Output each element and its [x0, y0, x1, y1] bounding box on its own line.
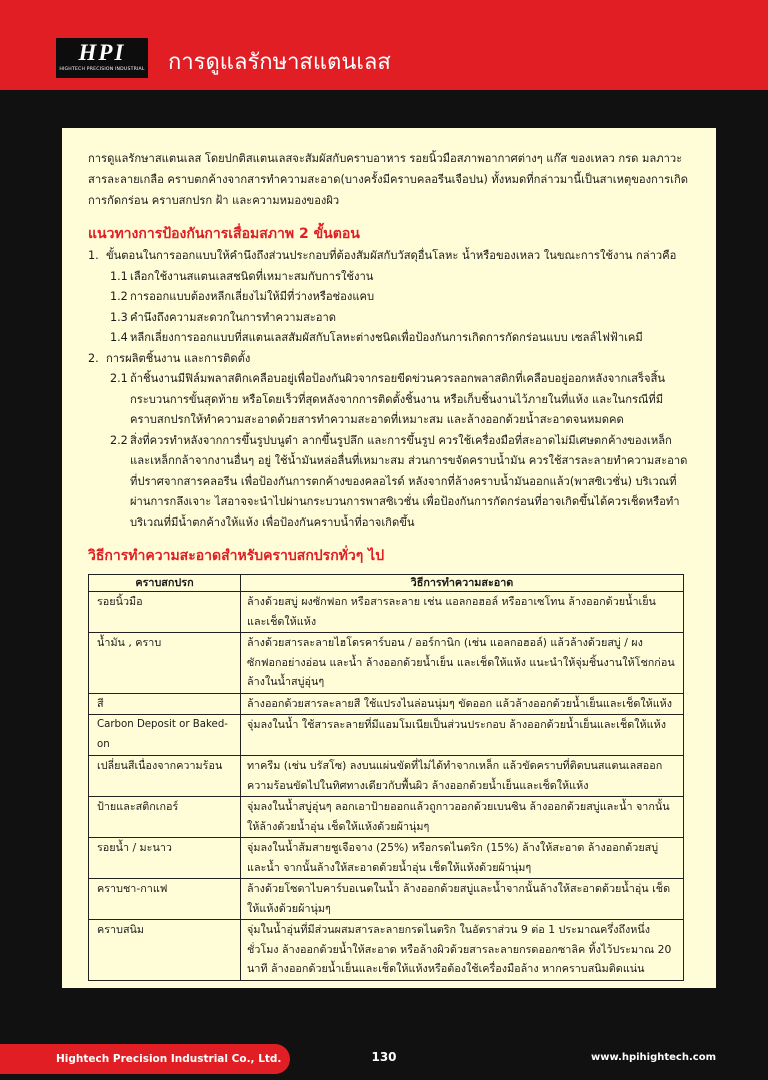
list-item — [88, 267, 688, 288]
column-header-method: วิธีการทำความสะอาด — [241, 575, 684, 592]
method-cell: จุ่มลงในน้ำส้มสายชูเจือจาง (25%) หรือกรดไนตริก (15%) ล้างให้สะอาด ล้างออกด้วยสบู่และน้ำ จากนั้นล้างให้สะอาดด้วยน้ำอุ่น เช็ดให้แห้งด้วยผ้านุ่มๆ — [241, 838, 684, 879]
table-header-row — [89, 575, 684, 592]
stain-cell: คราบสนิม — [89, 920, 241, 981]
list-number: 1.2 — [110, 290, 128, 303]
list-item — [88, 246, 688, 267]
table-row — [89, 920, 684, 981]
table-row — [89, 879, 684, 920]
list-item — [88, 349, 688, 370]
list-text: คำนึงถึงความสะดวกในการทำความสะอาด — [130, 310, 337, 324]
page-header — [0, 0, 768, 90]
footer-website: www.hpihightech.com — [590, 1052, 716, 1063]
logo-mark: HPI — [78, 40, 126, 65]
logo-subtitle: HIGHTECH PRECISION INDUSTRIAL — [59, 67, 145, 72]
list-item — [88, 369, 688, 431]
list-text: การออกแบบต้องหลีกเลี่ยงไม่ให้มีที่ว่างหรือช่องแคบ — [130, 290, 375, 303]
stain-cell: สี — [89, 693, 241, 715]
stain-cell: น้ำมัน , คราบ — [89, 633, 241, 694]
page-footer — [0, 1040, 768, 1080]
list-number: 2. — [88, 351, 99, 365]
stain-cell: Carbon Deposit or Baked-on — [89, 715, 241, 756]
table-row — [89, 715, 684, 756]
table-row — [89, 797, 684, 838]
method-cell: ล้างออกด้วยสารละลายสี ใช้แปรงไนล่อนนุ่มๆ ขัดออก แล้วล้างออกด้วยน้ำเย็นและเช็ดให้แห้ง — [241, 693, 684, 715]
page-title: การดูแลรักษาสแตนเลส — [168, 50, 391, 75]
list-item — [88, 431, 688, 534]
list-item — [88, 287, 688, 308]
method-cell: ล้างด้วยสารละลายไฮโดรคาร์บอน / ออร์กานิก (เช่น แอลกอฮอล์) แล้วล้างด้วยสบู่ / ผงซักฟอกอย่างอ่อน และน้ำ ล้างออกด้วยน้ำเย็น และเช็ดให้แห้ง แนะนำให้จุ่มชิ้นงานให้โชกก่อนล้างในน้ำสบู่อุ่นๆ — [241, 633, 684, 694]
list-number: 1.4 — [110, 331, 128, 344]
list-number: 1.3 — [110, 310, 128, 324]
company-logo — [56, 38, 148, 78]
intro-paragraph: การดูแลรักษาสแตนเลส โดยปกติสแตนเลสจะสัมผัสกับคราบอาหาร รอยนิ้วมือสภาพอากาศต่างๆ แก๊ส ของเหลว กรด มลภาวะ สารละลายเกลือ คราบตกค้างจากสารทำความสะอาด(บางครั้งมีคราบคลอรีนเจือปน) ทั้งหมดที่กล่าวมานี้เป็นสาเหตุของการเกิดการกัดกร่อน คราบสกปรก ฝ้า และความหมองของผิว — [88, 152, 688, 207]
method-cell: ล้างด้วยสบู่ ผงซักฟอก หรือสารละลาย เช่น แอลกอฮอล์ หรืออาเซโทน ล้างออกด้วยน้ำเย็น และเช็ดให้แห้ง — [241, 592, 684, 633]
table-row — [89, 838, 684, 879]
table-row — [89, 693, 684, 715]
list-text: ถ้าชิ้นงานมีฟิล์มพลาสติกเคลือบอยู่เพื่อป้องกันผิวจากรอยขีดข่วนควรลอกพลาสติกที่เคลือบอยู่ออกหลังจากเสร็จสิ้นกระบวนการขั้นสุดท้าย หรือโดยเร็วที่สุดหลังจากการติดตั้งชิ้นงาน หรือเก็บชิ้นงานไว้ภายในที่แห้ง และในกรณีที่มีคราบสกปรกให้ทำความสะอาดด้วยสารทำความสะอาดที่เหมาะสม และล้างออกด้วยน้ำสะอาดจนหมดคด — [130, 372, 666, 426]
stain-cell: เปลี่ยนสีเนื่องจากความร้อน — [89, 756, 241, 797]
table-row — [89, 592, 684, 633]
list-number: 2.2 — [110, 433, 128, 447]
list-text: การผลิตชิ้นงาน และการติดตั้ง — [106, 351, 251, 365]
list-text: เลือกใช้งานสแตนเลสชนิดที่เหมาะสมกับการใช้งาน — [130, 269, 374, 283]
list-number: 1. — [88, 249, 99, 262]
table-row — [89, 633, 684, 694]
method-cell: ล้างด้วยโซดาไบคาร์บอเนตในน้ำ ล้างออกด้วยสบู่และน้ำจากนั้นล้างให้สะอาดด้วยน้ำอุ่น เช็ดให้แห้งด้วยผ้านุ่มๆ — [241, 879, 684, 920]
method-cell: จุ่มลงในน้ำ ใช้สารละลายที่มีแอมโมเนียเป็นส่วนประกอบ ล้างออกด้วยน้ำเย็นและเช็ดให้แห้ง — [241, 715, 684, 756]
list-number: 1.1 — [110, 269, 128, 283]
method-cell: จุ่มในน้ำอุ่นที่มีส่วนผสมสารละลายกรดไนตริก ในอัตราส่วน 9 ต่อ 1 ประมาณครึ่งถึงหนึ่งชั่วโมง ล้างออกด้วยน้ำให้สะอาด หรือล้างผิวด้วยสารละลายกรดออกซาลิค ทิ้งไว้ประมาณ 20 นาที ล้างออกด้วยน้ำเย็นและเช็ดให้แห้งหรือต้องใช้เครื่องมือล้าง หากคราบสนิมติดแน่น — [241, 920, 684, 981]
page-number: 130 — [371, 1050, 397, 1064]
method-cell: ทาครีม (เช่น บรัสโซ) ลงบนแผ่นขัดที่ไม่ได้ทำจากเหล็ก แล้วขัดคราบที่ติดบนสแตนเลสออก ความร้อนขัดไปในทิศทางเดียวกับพื้นผิว ล้างออกด้วยน้ำเย็นและเช็ดให้แห้ง — [241, 756, 684, 797]
list-text: หลีกเลี่ยงการออกแบบที่สแตนเลสสัมผัสกับโลหะต่างชนิดเพื่อป้องกันการเกิดการกัดกร่อนแบบ เซลล์ไฟฟ้าเคมี — [130, 331, 643, 344]
section-heading-prevention: แนวทางการป้องกันการเสื่อมสภาพ 2 ขั้นตอน — [88, 226, 360, 242]
list-item — [88, 308, 688, 329]
footer-company: Hightech Precision Industrial Co., Ltd. — [0, 1044, 290, 1074]
list-text: สิ่งที่ควรทำหลังจากการขึ้นรูปบนูตำ ลากขึ้นรูปลึก และการขึ้นรูป ควรใช้เครื่องมือที่สะอาดไม่มีเศษตกค้างของเหล็กและเหล็กกล้าจากงานอื่นๆ อยู่ ใช้น้ำมันหล่อลื่นที่เหมาะสม ส่วนการขจัดคราบน้ำมัน ควรใช้สารละลายทำความสะอาดที่ปราศจากสารคลอรีน เพื่อป้องกันการตกค้างของคลอไรด์ หลังจากที่ล้างคราบน้ำมันออกแล้ว(พาสซิเวชั่น) บริเวณที่ผ่านการกลึงเจาะ ไสอาจจะนำไปผ่านกระบวนการพาสซิเวชั่น เพื่อป้องกันการกัดกร่อนที่อาจเกิดขึ้นได้ควรเช็ดหรือทำบริเวณที่มีน้ำตกค้างให้แห้ง เพื่อป้องกันคราบน้ำที่อาจเกิดขึ้น — [130, 433, 688, 529]
stain-cell: รอยนิ้วมือ — [89, 592, 241, 633]
section-heading-cleaning: วิธีการทำความสะอาดสำหรับคราบสกปรกทั่วๆ ไป — [88, 548, 385, 564]
list-item — [88, 328, 688, 349]
cleaning-table — [88, 574, 684, 981]
stain-cell: ป้ายและสติกเกอร์ — [89, 797, 241, 838]
column-header-stain: คราบสกปรก — [89, 575, 241, 592]
list-text: ขั้นตอนในการออกแบบให้คำนึงถึงส่วนประกอบที่ต้องสัมผัสกับวัสดุอื่นโลหะ น้ำหรือของเหลว ในขณะการใช้งาน กล่าวคือ — [106, 249, 677, 262]
stain-cell: รอยน้ำ / มะนาว — [89, 838, 241, 879]
table-row — [89, 756, 684, 797]
method-cell: จุ่มลงในน้ำสบู่อุ่นๆ ลอกเอาป้ายออกแล้วถูกาวออกด้วยเบนซิน ล้างออกด้วยสบู่และน้ำ จากนั้นให้ล้างด้วยน้ำอุ่น เช็ดให้แห้งด้วยผ้านุ่มๆ — [241, 797, 684, 838]
list-number: 2.1 — [110, 372, 128, 385]
main-content — [88, 148, 688, 568]
stain-cell: คราบชา-กาแฟ — [89, 879, 241, 920]
